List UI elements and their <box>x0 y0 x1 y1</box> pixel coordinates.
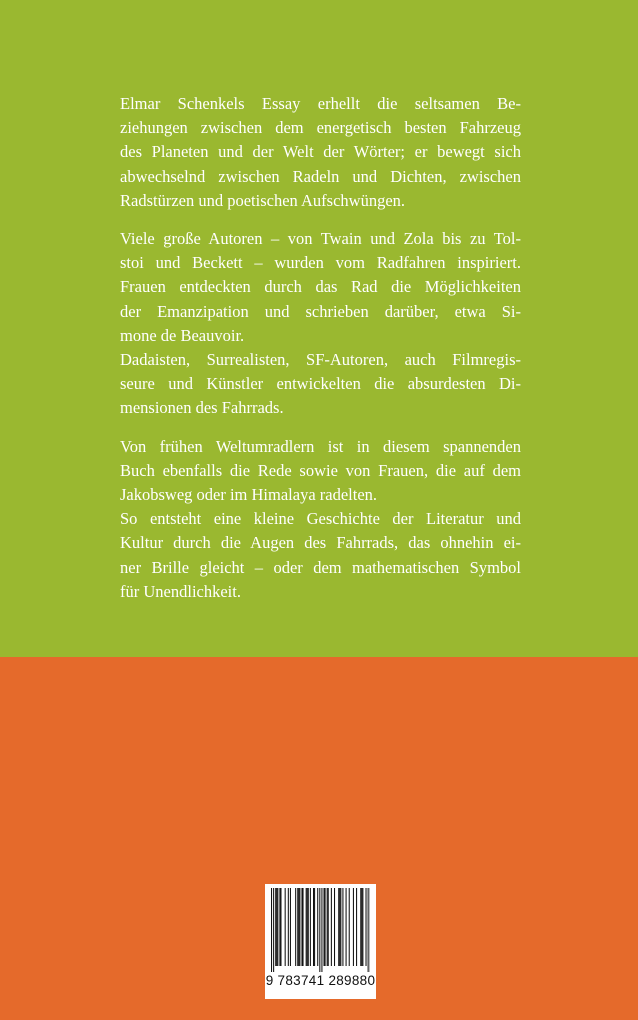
barcode-bar <box>361 888 362 966</box>
blurb-line: So entsteht eine kleine Geschichte der Literatur und <box>120 509 521 529</box>
blurb-text <box>120 92 521 604</box>
blurb-paragraph-2 <box>120 227 521 348</box>
blurb-line: Elmar Schenkels Essay erhellt die seltsamen Be- <box>120 94 521 113</box>
barcode-bar <box>340 888 341 966</box>
barcode-bar <box>319 888 320 972</box>
barcode-bar <box>342 888 343 966</box>
barcode-bar <box>279 888 280 966</box>
blurb-line: Von frühen Weltumradlern ist in diesem spannenden <box>120 436 521 456</box>
blurb-line: ner Brille gleicht – oder dem mathematischen Symbol <box>120 557 521 577</box>
barcode-bar <box>327 888 328 966</box>
blurb-line: seure und Künstler entwickelten die absurdesten Di- <box>120 374 521 394</box>
blurb-paragraph-5 <box>120 507 521 604</box>
blurb-line: der Emanzipation und schrieben darüber, etwa Si- <box>120 301 521 321</box>
barcode-bar <box>356 888 357 966</box>
barcode-bar <box>307 888 308 966</box>
barcode-bar <box>338 888 339 966</box>
barcode-bar <box>273 888 274 972</box>
blurb-line: Viele große Autoren – von Twain und Zola bis zu Tol- <box>120 229 521 249</box>
isbn-barcode <box>265 884 376 999</box>
barcode-bar <box>285 888 286 966</box>
barcode-bar <box>303 888 304 966</box>
barcode-bar <box>306 888 307 966</box>
barcode-bar <box>276 888 277 966</box>
barcode-bar <box>339 888 340 966</box>
blurb-line: abwechselnd zwischen Radeln und Dichten, zwischen <box>120 166 521 186</box>
barcode-bar <box>346 888 347 966</box>
blurb-line: für Unendlichkeit. <box>120 581 241 601</box>
barcode-bar <box>368 888 369 972</box>
barcode-bar <box>362 888 363 966</box>
blurb-paragraph-3 <box>120 348 521 421</box>
paragraph-gap <box>120 421 521 435</box>
barcode-bar <box>290 888 291 966</box>
blurb-line: Radstürzen und poetischen Aufschwüngen. <box>120 190 406 210</box>
blurb-line: stoi und Beckett – wurden vom Radfahren inspiriert. <box>120 253 521 273</box>
barcode-bar <box>317 888 318 966</box>
blurb-line: des Planeten und der Welt der Wörter; er bewegt sich <box>120 142 521 162</box>
barcode-bar <box>360 888 361 966</box>
blurb-line: Kultur durch die Augen des Fahrrads, das ohnehin ei- <box>120 533 521 553</box>
barcode-bar <box>314 888 315 966</box>
barcode-bar <box>321 888 322 972</box>
barcode-bar <box>275 888 276 966</box>
blurb-line: Buch ebenfalls die Rede sowie von Frauen, die auf dem <box>120 460 521 480</box>
blurb-paragraph-1 <box>120 92 521 213</box>
barcode-bars <box>271 888 370 972</box>
barcode-bar <box>280 888 281 966</box>
barcode-bar <box>334 888 335 966</box>
barcode-bar <box>324 888 325 966</box>
barcode-bar <box>271 888 272 972</box>
barcode-bar <box>297 888 298 966</box>
barcode-bar <box>331 888 332 966</box>
blurb-line: Jakobsweg oder im Himalaya radelten. <box>120 485 378 505</box>
barcode-bar <box>298 888 299 966</box>
blurb-line: mensionen des Fahrrads. <box>120 398 284 418</box>
barcode-bar <box>325 888 326 966</box>
blurb-line: Dadaisten, Surrealisten, SF-Autoren, auch Filmregis- <box>120 350 521 370</box>
barcode-bar <box>301 888 302 966</box>
barcode-bar <box>310 888 311 966</box>
blurb-line: mone de Beauvoir. <box>120 325 245 345</box>
barcode-bar <box>353 888 354 966</box>
paragraph-gap <box>120 213 521 227</box>
barcode-bar <box>277 888 278 966</box>
barcode-bar <box>288 888 289 966</box>
barcode-bar <box>366 888 367 966</box>
blurb-paragraph-4 <box>120 435 521 508</box>
barcode-bar <box>328 888 329 966</box>
barcode-bar <box>313 888 314 966</box>
barcode-bar <box>308 888 309 966</box>
blurb-line: Frauen entdeckten durch das Rad die Möglichkeiten <box>120 277 521 297</box>
barcode-bar <box>349 888 350 966</box>
isbn-number: 9 783741 289880 <box>265 973 376 988</box>
barcode-bar <box>299 888 300 966</box>
barcode-bar <box>295 888 296 966</box>
blurb-line: ziehungen zwischen dem energetisch besten Fahrzeug <box>120 118 521 138</box>
